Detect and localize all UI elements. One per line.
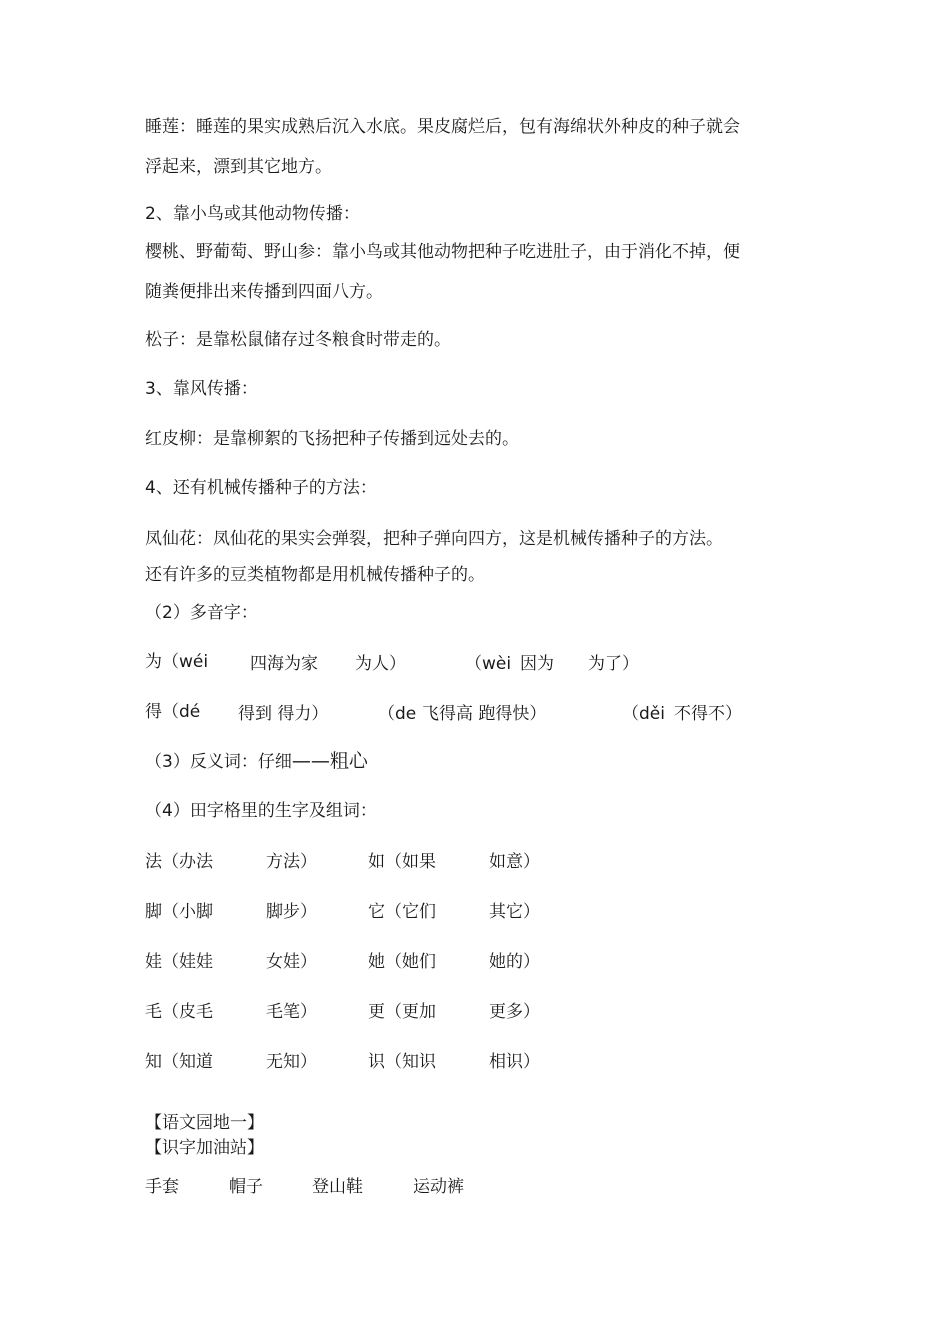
antonym-label: （3）反义词：仔细 [145,752,292,772]
wind-dispersal-heading: 3、靠风传播： [145,379,258,399]
polyphone-dei-words: 不得不） [674,704,742,724]
table-cell: 它（它们 [368,902,436,922]
polyphone-de-a-words: 得到 得力） [238,704,329,724]
table-cell: 她的） [489,952,540,972]
table-cell: 娃（娃娃 [145,952,213,972]
antonym-line [145,750,368,773]
polyphone-wei-a: 为（wéi [145,652,209,672]
table-cell: 如（如果 [368,852,436,872]
table-cell: 女娃） [266,952,317,972]
beans-line: 还有许多的豆类植物都是用机械传播种子的。 [145,565,485,585]
water-lotus-line-2: 浮起来，漂到其它地方。 [145,157,332,177]
table-cell: 更多） [489,1002,540,1022]
polyphone-de-b: （de [378,704,417,724]
antonym-dash: —— [291,750,330,772]
polyphone-de-b-words: 飞得高 跑得快） [422,704,547,724]
willow-line: 红皮柳：是靠柳絮的飞扬把种子传播到远处去的。 [145,429,519,449]
table-cell: 方法） [266,852,317,872]
table-cell: 识（知识 [368,1052,436,1072]
table-cell: 无知） [266,1052,317,1072]
table-cell: 如意） [489,852,540,872]
animal-dispersal-line-1: 樱桃、野葡萄、野山参：靠小鸟或其他动物把种子吃进肚子，由于消化不掉，便 [145,242,740,262]
water-lotus-line-1: 睡莲：睡莲的果实成熟后沉入水底。果皮腐烂后，包有海绵状外种皮的种子就会 [145,117,740,137]
polyphone-wei-b-words: 因为 [520,654,554,674]
table-cell: 毛（皮毛 [145,1002,213,1022]
polyphone-dei: （děi [622,704,665,724]
polyphone-wei-b-words-2: 为了） [588,654,639,674]
table-cell: 其它） [489,902,540,922]
table-cell: 法（办法 [145,852,213,872]
table-cell: 更（更加 [368,1002,436,1022]
polyphone-wei-a-words: 四海为家 [250,654,318,674]
garden-subtitle: 【识字加油站】 [145,1138,264,1158]
table-cell: 脚步） [266,902,317,922]
polyphone-heading: （2）多音字： [145,603,258,623]
garden-word: 手套 [145,1177,179,1197]
new-characters-heading: （4）田字格里的生字及组词： [145,801,377,821]
polyphone-de-a: 得（dé [145,702,201,722]
garden-word: 帽子 [229,1177,263,1197]
garden-word: 运动裤 [413,1177,464,1197]
garden-word: 登山鞋 [312,1177,363,1197]
table-cell: 知（知道 [145,1052,213,1072]
polyphone-wei-b: （wèi [465,654,512,674]
animal-dispersal-line-2: 随粪便排出来传播到四面八方。 [145,282,383,302]
table-cell: 相识） [489,1052,540,1072]
table-cell: 她（她们 [368,952,436,972]
antonym-word: 粗心 [329,750,368,772]
table-cell: 毛笔） [266,1002,317,1022]
pine-nut-line: 松子：是靠松鼠储存过冬粮食时带走的。 [145,330,451,350]
table-cell: 脚（小脚 [145,902,213,922]
balsam-line: 凤仙花：凤仙花的果实会弹裂，把种子弹向四方，这是机械传播种子的方法。 [145,529,723,549]
polyphone-wei-a-words-2: 为人） [355,654,406,674]
animal-dispersal-heading: 2、靠小鸟或其他动物传播： [145,204,360,224]
garden-title: 【语文园地一】 [145,1113,264,1133]
mechanical-dispersal-heading: 4、还有机械传播种子的方法： [145,478,377,498]
